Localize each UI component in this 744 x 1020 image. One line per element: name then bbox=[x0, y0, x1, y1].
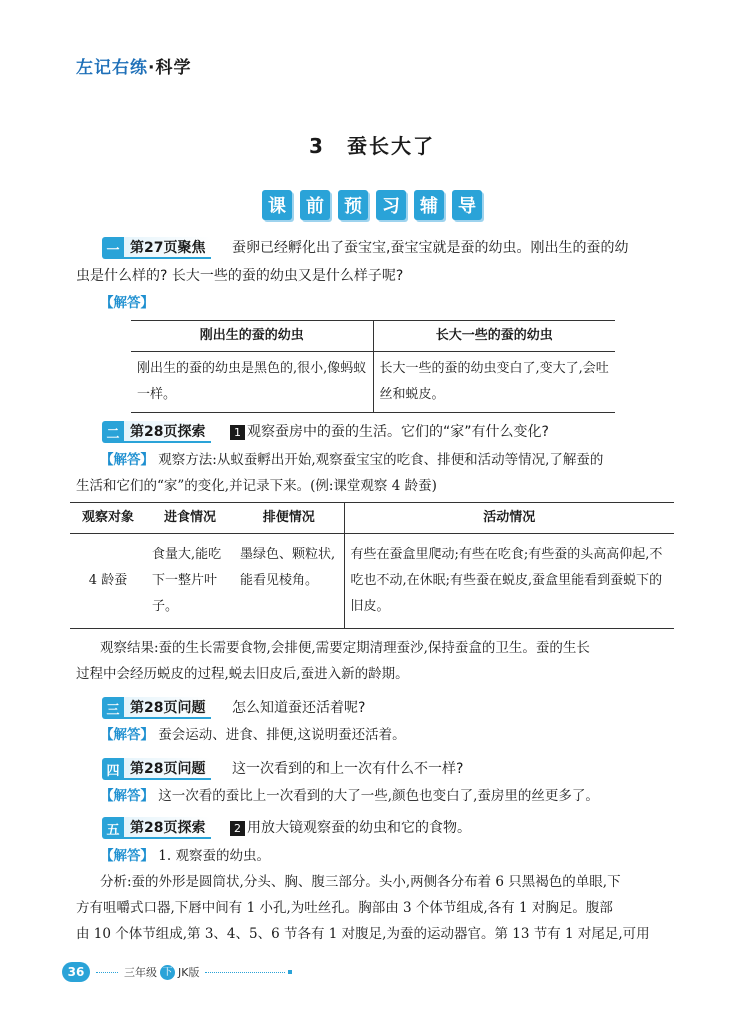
table-cell: 长大一些的蚕的幼虫变白了,变大了,会吐丝和蜕皮。 bbox=[373, 352, 615, 413]
banner-char: 课 bbox=[262, 190, 292, 220]
analysis-text: 方有咀嚼式口器,下唇中间有 1 小孔,为吐丝孔。胸部由 3 个体节组成,各有 1 对胸足。腹部 bbox=[76, 900, 613, 916]
table-header: 长大一些的蚕的幼虫 bbox=[373, 321, 615, 352]
section-tag-3 bbox=[102, 697, 211, 719]
question-body: 用放大镜观察蚕的幼虫和它的食物。 bbox=[247, 820, 471, 836]
banner-char: 预 bbox=[338, 190, 368, 220]
question-number-box: 2 bbox=[230, 821, 245, 836]
answer-label: 【解答】 bbox=[100, 788, 154, 804]
answer-text: 这一次看的蚕比上一次看到的大了一些,颜色也变白了,蚕房里的丝更多了。 bbox=[158, 788, 599, 804]
observation-table bbox=[70, 502, 674, 629]
answer-label: 【解答】 bbox=[100, 295, 154, 311]
section-tag-label: 第28页探索 bbox=[124, 421, 211, 443]
section-badge: 二 bbox=[102, 421, 124, 443]
question-text: 怎么知道蚕还活着呢? bbox=[232, 700, 366, 716]
analysis-text: 由 10 个体节组成,第 3、4、5、6 节各有 1 对腹足,为蚕的运动器官。第 13 节有 1 对尾足,可用 bbox=[76, 926, 650, 942]
table-header: 刚出生的蚕的幼虫 bbox=[131, 321, 373, 352]
section-badge: 五 bbox=[102, 817, 124, 839]
answer-text: 蚕会运动、进食、排便,这说明蚕还活着。 bbox=[158, 727, 406, 743]
section-badge: 三 bbox=[102, 697, 124, 719]
answer-label: 【解答】 bbox=[100, 727, 154, 743]
section-tag-label: 第27页聚焦 bbox=[124, 237, 211, 259]
section-tag-4 bbox=[102, 758, 211, 780]
question-number-box: 1 bbox=[230, 425, 245, 440]
footer-divider bbox=[96, 972, 118, 973]
table-header: 进食情况 bbox=[146, 503, 234, 534]
subject-name: 科学 bbox=[155, 58, 192, 78]
table-header: 活动情况 bbox=[344, 503, 674, 534]
section-badge: 四 bbox=[102, 758, 124, 780]
section-tag-2 bbox=[102, 421, 211, 443]
table-cell: 食量大,能吃下一整片叶子。 bbox=[146, 534, 234, 629]
term-badge: 下 bbox=[160, 965, 175, 980]
question-body: 观察蚕房中的蚕的生活。它们的“家”有什么变化? bbox=[247, 424, 549, 440]
answer-paragraph bbox=[100, 447, 603, 473]
page-number: 36 bbox=[62, 962, 90, 982]
answer-text: 生活和它们的“家”的变化,并记录下来。(例:课堂观察 4 龄蚕) bbox=[76, 478, 437, 494]
question-text: 虫是什么样的? 长大一些的蚕的幼虫又是什么样子呢? bbox=[76, 268, 404, 284]
banner-char: 辅 bbox=[414, 190, 444, 220]
footer-dot bbox=[288, 970, 292, 974]
footer-divider bbox=[205, 972, 285, 973]
lesson-title bbox=[0, 130, 744, 159]
answer-text: 观察方法:从蚁蚕孵出开始,观察蚕宝宝的吃食、排便和活动等情况,了解蚕的 bbox=[158, 452, 604, 468]
lesson-number: 3 bbox=[309, 134, 325, 158]
question-text: 这一次看到的和上一次有什么不一样? bbox=[232, 761, 464, 777]
section-tag-1 bbox=[102, 237, 211, 259]
grade-label: 三年级 bbox=[124, 966, 157, 979]
table-header: 观察对象 bbox=[70, 503, 146, 534]
edition-label: JK版 bbox=[178, 966, 200, 979]
section-badge: 一 bbox=[102, 237, 124, 259]
answer-text: 1. 观察蚕的幼虫。 bbox=[158, 848, 270, 864]
brand-name: 左记右练 bbox=[76, 58, 148, 78]
section-tag-label: 第28页问题 bbox=[124, 697, 211, 719]
banner-char: 导 bbox=[452, 190, 482, 220]
answer-paragraph bbox=[100, 722, 406, 748]
brand-header bbox=[76, 53, 191, 78]
page-footer bbox=[62, 962, 292, 982]
question-text bbox=[230, 419, 549, 445]
section-banner bbox=[0, 190, 744, 220]
question-text: 蚕卵已经孵化出了蚕宝宝,蚕宝宝就是蚕的幼虫。刚出生的蚕的幼 bbox=[232, 240, 629, 256]
brand-dot: · bbox=[148, 58, 156, 78]
section-tag-label: 第28页探索 bbox=[124, 817, 211, 839]
lesson-name: 蚕长大了 bbox=[346, 134, 435, 158]
larva-comparison-table bbox=[131, 320, 615, 413]
table-header: 排便情况 bbox=[234, 503, 344, 534]
answer-paragraph bbox=[100, 783, 599, 809]
table-cell: 4 龄蚕 bbox=[70, 534, 146, 629]
question-text bbox=[230, 815, 471, 841]
section-tag-label: 第28页问题 bbox=[124, 758, 211, 780]
answer-paragraph bbox=[100, 843, 270, 869]
analysis-text: 分析:蚕的外形是圆筒状,分头、胸、腹三部分。头小,两侧各分布着 6 只黑褐色的单眼,下 bbox=[100, 874, 621, 890]
table-cell: 有些在蚕盒里爬动;有些在吃食;有些蚕的头高高仰起,不吃也不动,在休眠;有些蚕在蜕皮,蚕盒里能看到蚕蜕下的旧皮。 bbox=[344, 534, 674, 629]
banner-char: 习 bbox=[376, 190, 406, 220]
result-text: 观察结果:蚕的生长需要食物,会排便,需要定期清理蚕沙,保持蚕盒的卫生。蚕的生长 bbox=[100, 640, 590, 656]
section-tag-5 bbox=[102, 817, 211, 839]
answer-label: 【解答】 bbox=[100, 848, 154, 864]
banner-char: 前 bbox=[300, 190, 330, 220]
answer-label: 【解答】 bbox=[100, 452, 154, 468]
table-cell: 墨绿色、颗粒状,能看见棱角。 bbox=[234, 534, 344, 629]
result-text: 过程中会经历蜕皮的过程,蜕去旧皮后,蚕进入新的龄期。 bbox=[76, 666, 409, 682]
table-cell: 刚出生的蚕的幼虫是黑色的,很小,像蚂蚁一样。 bbox=[131, 352, 373, 413]
